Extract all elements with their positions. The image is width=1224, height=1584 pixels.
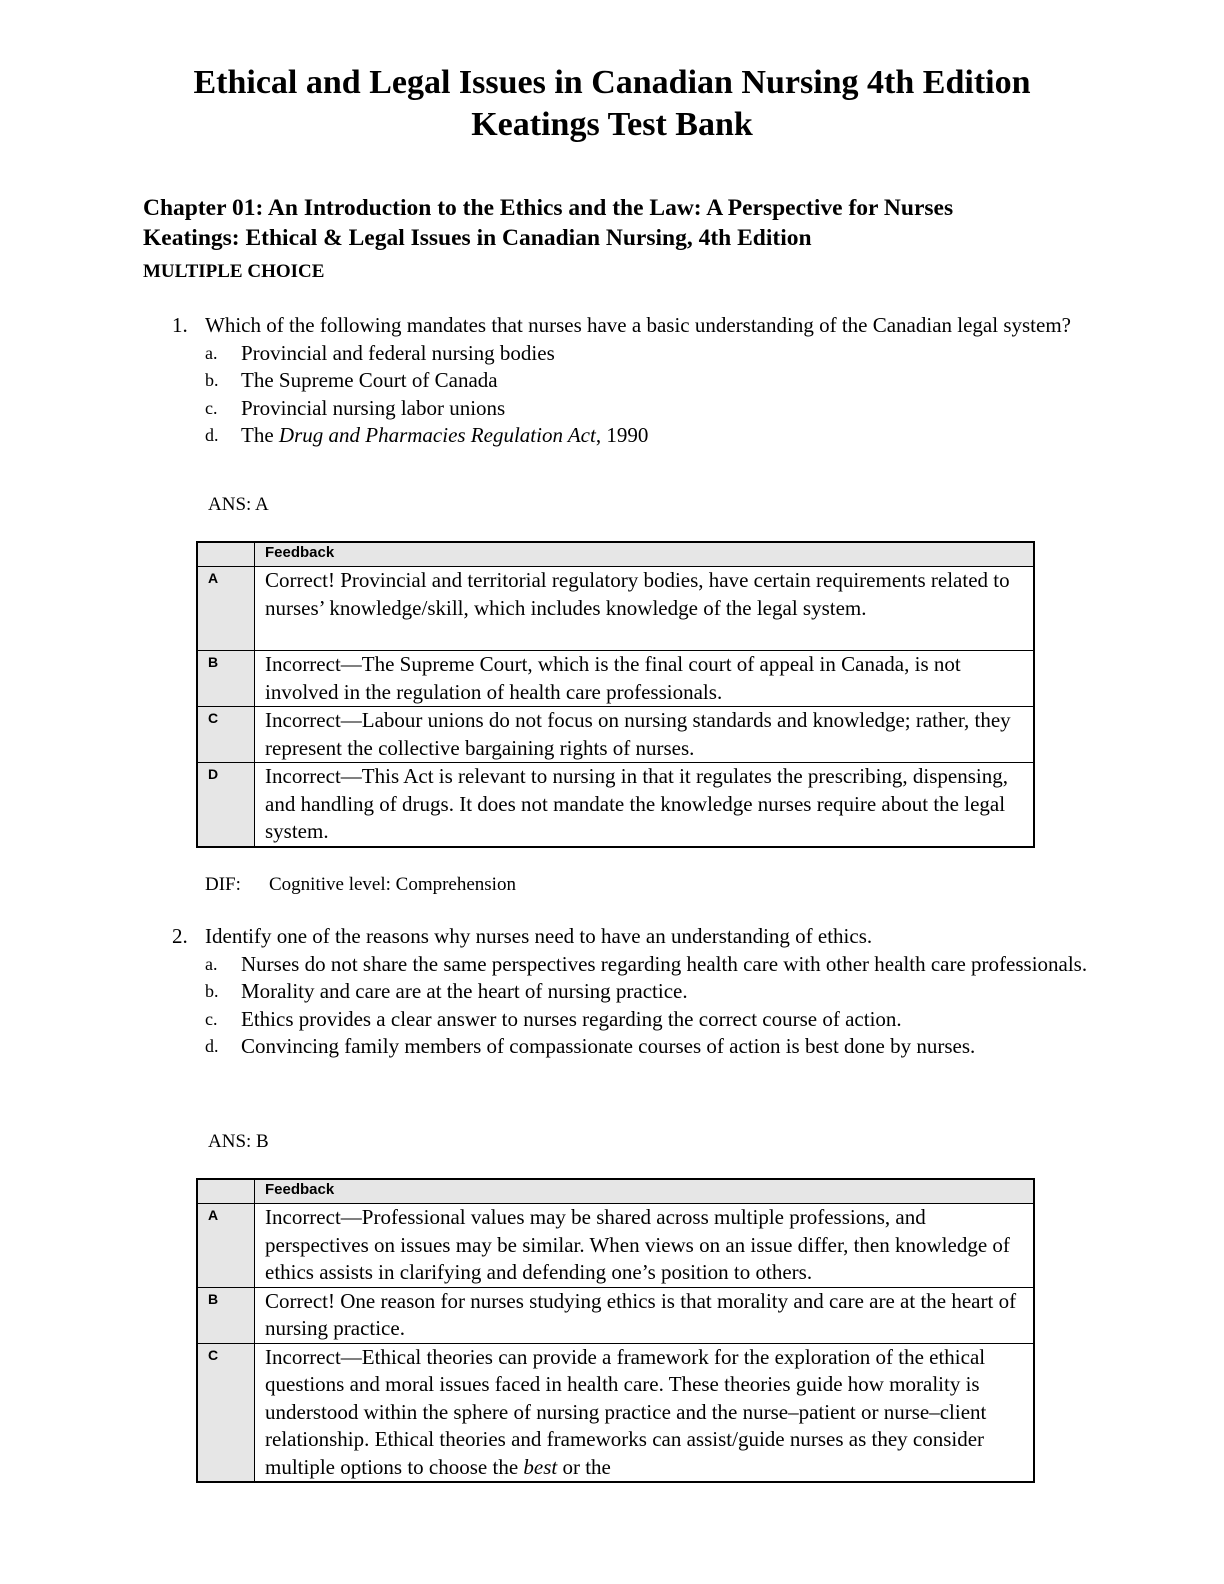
- difficulty: DIF: Cognitive level: Comprehension: [205, 874, 516, 895]
- book-subheading: Keatings: Ethical & Legal Issues in Canadian Nursing, 4th Edition: [143, 225, 812, 251]
- chapter-heading: Chapter 01: An Introduction to the Ethics and the Law: A Perspective for Nurses: [143, 195, 954, 221]
- question-number: 2.: [172, 924, 188, 948]
- feedback-table: [196, 541, 1035, 848]
- section-heading: MULTIPLE CHOICE: [143, 261, 325, 282]
- feedback-row: B Incorrect—The Supreme Court, which is the final court of appeal in Canada, is not involved in the regulation of health care professionals.: [197, 651, 1034, 707]
- question-2: [172, 923, 1112, 1061]
- answer-key: ANS: A: [208, 494, 269, 515]
- feedback-row: A Incorrect—Professional values may be shared across multiple professions, and perspectives on issues may be similar. When views on an issue differ, then knowledge of ethics assists in clarifying and defending one’s position to others.: [197, 1204, 1034, 1288]
- feedback-header: Feedback: [255, 1179, 1035, 1204]
- question-stem: Which of the following mandates that nurses have a basic understanding of the Canadian legal system?: [205, 313, 1071, 337]
- feedback-table: [196, 1178, 1035, 1483]
- option-c: c. Provincial nursing labor unions: [205, 395, 506, 420]
- option-d: d. The Drug and Pharmacies Regulation Act, 1990: [205, 423, 649, 447]
- document-title-line-2: Keatings Test Bank: [471, 106, 753, 143]
- feedback-header: Feedback: [255, 542, 1035, 567]
- option-b: b. The Supreme Court of Canada: [205, 368, 498, 392]
- option-a: a. Nurses do not share the same perspectives regarding health care with other health care professionals.: [205, 951, 1088, 976]
- feedback-row: A Correct! Provincial and territorial regulatory bodies, have certain requirements related to nurses’ knowledge/skill, which includes knowledge of the legal system.: [197, 567, 1034, 651]
- feedback-row: D Incorrect—This Act is relevant to nursing in that it regulates the prescribing, dispensing, and handling of drugs. It does not mandate the knowledge nurses require about the legal system.: [197, 763, 1034, 847]
- option-b: b. Morality and care are at the heart of nursing practice.: [205, 979, 688, 1003]
- question-stem: Identify one of the reasons why nurses need to have an understanding of ethics.: [205, 924, 873, 948]
- question-number: 1.: [172, 313, 188, 337]
- question-1: [172, 312, 1112, 450]
- feedback-row: B Correct! One reason for nurses studying ethics is that morality and care are at the heart of nursing practice.: [197, 1287, 1034, 1343]
- feedback-row: C Incorrect—Labour unions do not focus on nursing standards and knowledge; rather, they represent the collective bargaining rights of nurses.: [197, 707, 1034, 763]
- option-c: c. Ethics provides a clear answer to nurses regarding the correct course of action.: [205, 1006, 902, 1031]
- answer-key: ANS: B: [208, 1131, 269, 1152]
- option-d: d. Convincing family members of compassionate courses of action is best done by nurses.: [205, 1034, 976, 1058]
- option-a: a. Provincial and federal nursing bodies: [205, 340, 555, 365]
- feedback-row: C Incorrect—Ethical theories can provide a framework for the exploration of the ethical questions and moral issues faced in health care. These theories guide how morality is understood within the sphere of nursing practice and the nurse–patient or nurse–client relationship. Ethical theories and frameworks can assist/guide nurses as they consider multiple options to choose the best or the: [197, 1343, 1034, 1482]
- document-title-line-1: Ethical and Legal Issues in Canadian Nursing 4th Edition: [193, 64, 1031, 101]
